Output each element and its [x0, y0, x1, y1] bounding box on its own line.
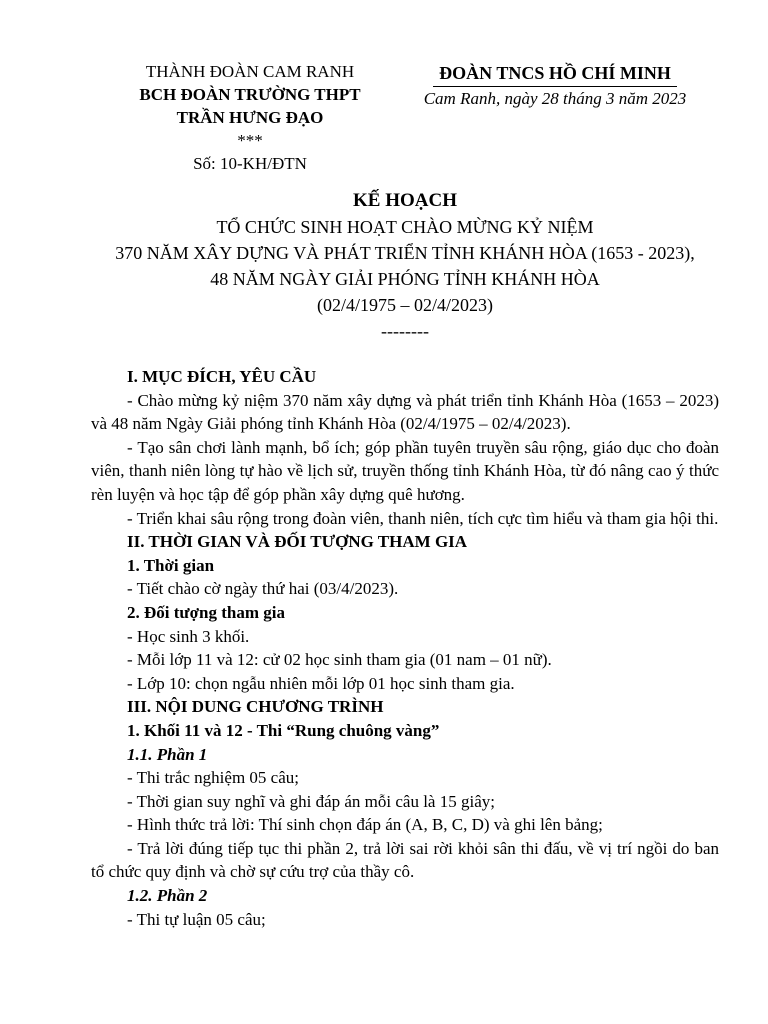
section-3-1-2-line-1: - Thi tự luận 05 câu;	[127, 909, 266, 929]
section-1-heading: I. MỤC ĐÍCH, YÊU CẦU	[127, 367, 317, 386]
section-2-2-line-1: - Học sinh 3 khối.	[127, 626, 250, 646]
issuer-block	[130, 60, 370, 175]
document-title-block	[60, 188, 750, 344]
section-2-2-line-2: - Mỗi lớp 11 và 12: cử 02 học sinh tham gia (01 nam – 01 nữ).	[127, 650, 552, 670]
section-1-paragraph-2: - Tạo sân chơi lành mạnh, bổ ích; góp phần tuyên truyền sâu rộng, giáo dục cho đoàn viên, thanh niên lòng tự hào về lịch sử, truyền thống tỉnh Khánh Hòa, từ đó nâng cao ý thức rèn luyện và học tập để góp phần xây dựng quê hương.	[91, 437, 719, 504]
issuer-committee: BCH ĐOÀN TRƯỜNG THPT	[139, 85, 361, 104]
section-2-heading: II. THỜI GIAN VÀ ĐỐI TƯỢNG THAM GIA	[127, 532, 468, 552]
title-line-3: 48 NĂM NGÀY GIẢI PHÓNG TỈNH KHÁNH HÒA	[210, 269, 600, 289]
title-separator: --------	[381, 321, 429, 341]
issuer-school: TRẦN HƯNG ĐẠO	[176, 108, 324, 127]
section-2-2-line-3: - Lớp 10: chọn ngẫu nhiên mỗi lớp 01 học sinh tham gia.	[127, 673, 515, 693]
section-3-1-heading: 1. Khối 11 và 12 - Thi “Rung chuông vàng”	[127, 720, 440, 740]
section-1-paragraph-1: - Chào mừng kỷ niệm 370 năm xây dựng và phát triển tỉnh Khánh Hòa (1653 – 2023) và 48 năm Ngày Giải phóng tỉnh Khánh Hòa (02/4/1975 – 02/4/2023).	[91, 390, 719, 434]
issuer-parent-org: THÀNH ĐOÀN CAM RANH	[145, 62, 355, 81]
document-number: Số: 10-KH/ĐTN	[193, 154, 307, 173]
section-3-1-2-heading: 1.2. Phần 2	[127, 886, 208, 906]
organization-block	[405, 62, 705, 110]
document-title: KẾ HOẠCH	[353, 190, 457, 211]
section-3-1-1-line-2: - Thời gian suy nghĩ và ghi đáp án mỗi câu là 15 giây;	[127, 791, 495, 811]
place-date: Cam Ranh, ngày 28 tháng 3 năm 2023	[423, 89, 687, 108]
section-3-1-1-line-3: - Hình thức trả lời: Thí sinh chọn đáp án (A, B, C, D) và ghi lên bảng;	[127, 815, 603, 835]
section-3-1-1-heading: 1.1. Phần 1	[127, 744, 208, 764]
section-2-1-line-1: - Tiết chào cờ ngày thứ hai (03/4/2023).	[127, 579, 399, 599]
section-3-heading: III. NỘI DUNG CHƯƠNG TRÌNH	[127, 697, 384, 717]
title-line-4: (02/4/1975 – 02/4/2023)	[317, 295, 493, 315]
document-body	[91, 365, 719, 931]
section-3-1-1-line-1: - Thi trắc nghiệm 05 câu;	[127, 768, 299, 788]
issuer-stars: ***	[237, 131, 263, 150]
section-1-paragraph-3: - Triển khai sâu rộng trong đoàn viên, thanh niên, tích cực tìm hiểu và tham gia hội thi.	[127, 508, 719, 528]
section-2-2-heading: 2. Đối tượng tham gia	[127, 602, 285, 622]
section-2-1-heading: 1. Thời gian	[127, 555, 215, 575]
title-line-1: TỔ CHỨC SINH HOẠT CHÀO MỪNG KỶ NIỆM	[216, 217, 594, 237]
organization-name: ĐOÀN TNCS HỒ CHÍ MINH	[433, 62, 677, 87]
title-line-2: 370 NĂM XÂY DỰNG VÀ PHÁT TRIỂN TỈNH KHÁNH HÒA (1653 - 2023),	[115, 243, 695, 263]
section-3-1-1-paragraph-4: - Trả lời đúng tiếp tục thi phần 2, trả lời sai rời khỏi sân thi đấu, về vị trí ngồi do ban tổ chức quy định và chờ sự cứu trợ của thầy cô.	[91, 838, 719, 882]
